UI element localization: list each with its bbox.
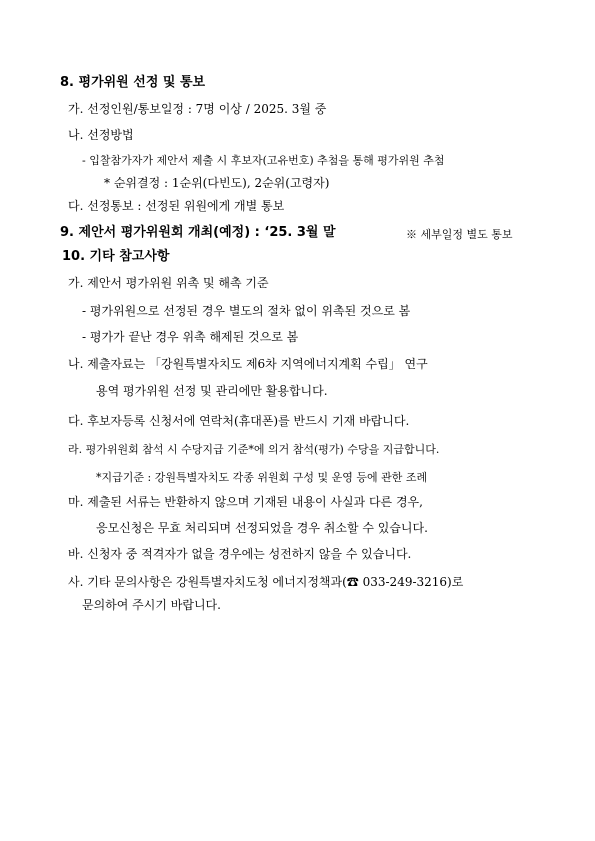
s10-item-c: 다. 후보자등록 신청서에 연락처(휴대폰)를 반드시 기재 바랍니다. xyxy=(68,414,410,428)
s10-item-e-line2: 응모신청은 무효 처리되며 선정되었을 경우 취소할 수 있습니다. xyxy=(96,521,428,535)
s8-item-c: 다. 선정통보 : 선정된 위원에게 개별 통보 xyxy=(68,199,285,213)
s10-item-f: 바. 신청자 중 적격자가 없을 경우에는 성전하지 않을 수 있습니다. xyxy=(68,547,412,561)
s10-item-b-line1: 나. 제출자료는 「강원특별자치도 제6차 지역에너지계획 수립」 연구 xyxy=(68,357,428,371)
s10-item-a2: - 평가가 끝난 경우 위촉 해제된 것으로 봄 xyxy=(82,330,299,344)
s10-item-b-line2: 용역 평가위원 선정 및 관리에만 활용합니다. xyxy=(96,384,328,398)
s8-item-b1: - 입찰참가자가 제안서 제출 시 후보자(고유번호) 추첨을 통해 평가위원 추첨 xyxy=(82,154,445,167)
s8-item-b: 나. 선정방법 xyxy=(68,128,134,142)
s10-item-g-line2: 문의하여 주시기 바랍니다. xyxy=(82,598,221,612)
s10-item-e-line1: 마. 제출된 서류는 반환하지 않으며 기재된 내용이 사실과 다른 경우, xyxy=(68,495,423,509)
s10-item-d: 라. 평가위원회 참석 시 수당지급 기준*에 의거 참석(평가) 수당을 지급합니다. xyxy=(68,443,440,456)
s10-item-a1: - 평가위원으로 선정된 경우 별도의 절차 없이 위촉된 것으로 봄 xyxy=(82,304,411,318)
section-8-title: 8. 평가위원 선정 및 통보 xyxy=(60,75,206,90)
section-9-note: ※ 세부일정 별도 통보 xyxy=(406,228,513,241)
s10-item-d-note: *지급기준 : 강원특별자치도 각종 위원회 구성 및 운영 등에 관한 조례 xyxy=(96,471,428,484)
s8-item-b2: * 순위결정 : 1순위(다빈도), 2순위(고령자) xyxy=(104,176,330,190)
section-10-title: 10. 기타 참고사항 xyxy=(62,249,170,264)
s10-item-a: 가. 제안서 평가위원 위촉 및 해촉 기준 xyxy=(68,276,269,290)
s8-item-a: 가. 선정인원/통보일정 : 7명 이상 / 2025. 3월 중 xyxy=(68,102,327,116)
s10-item-g-line1: 사. 기타 문의사항은 강원특별자치도청 에너지정책과(☎ 033-249-3216)로 xyxy=(68,575,464,589)
section-9-title: 9. 제안서 평가위원회 개최(예정) : ‘25. 3월 말 xyxy=(60,225,336,240)
